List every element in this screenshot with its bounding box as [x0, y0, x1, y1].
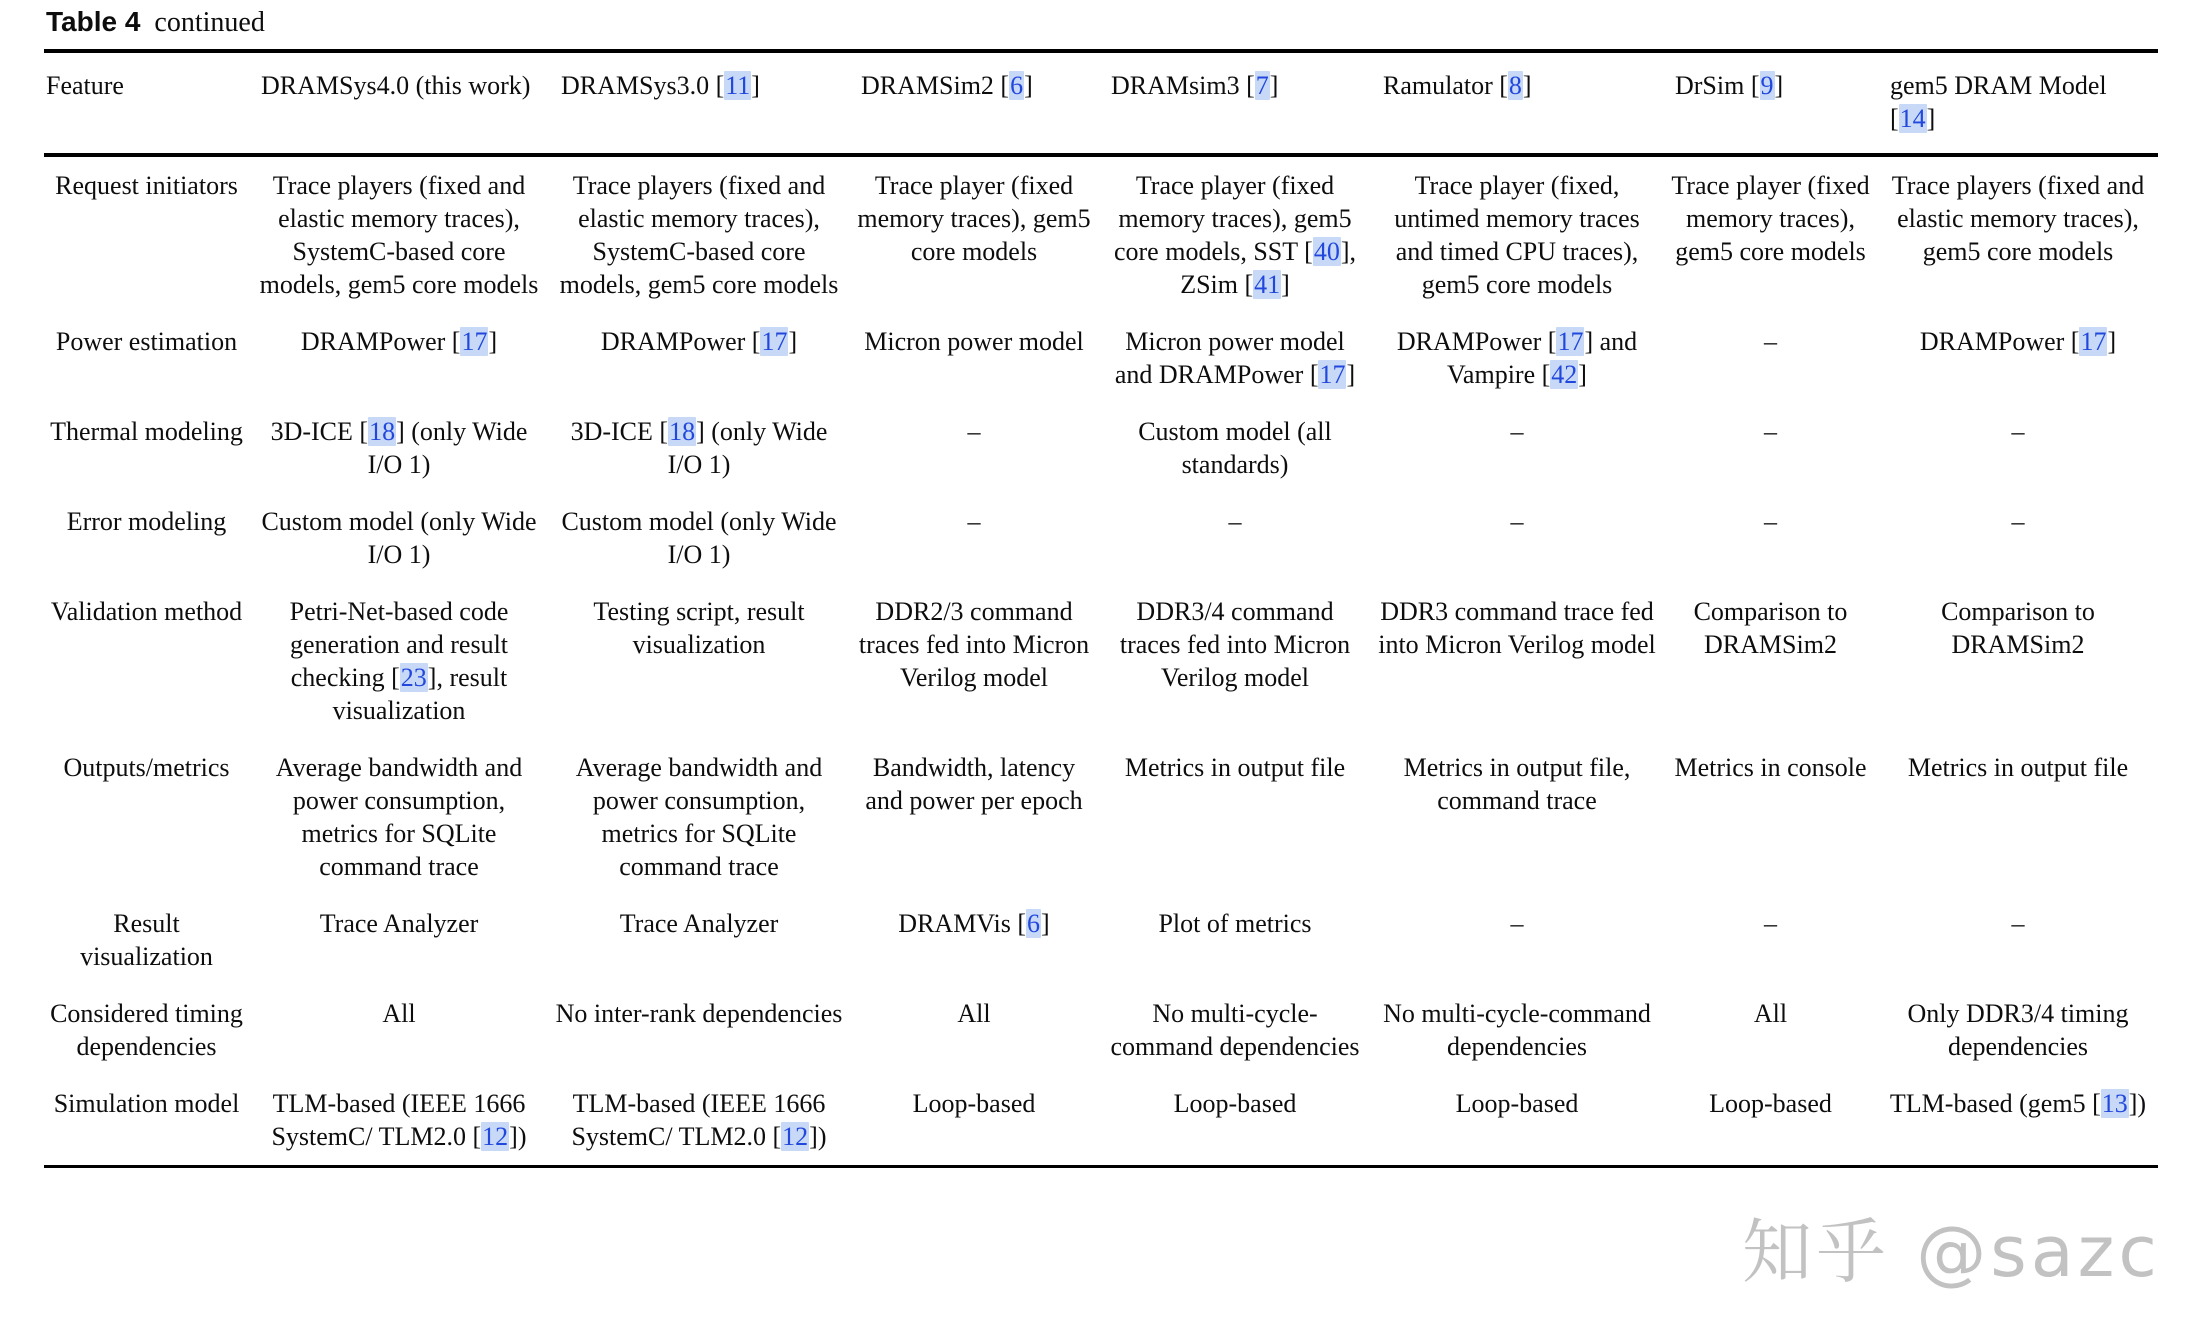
data-cell: Custom model (only Wide I/O 1) — [261, 507, 537, 569]
data-cell: – — [967, 507, 981, 536]
citation-link[interactable]: 13 — [2101, 1089, 2128, 1118]
data-cell: – — [1228, 507, 1242, 536]
citation-link[interactable]: 17 — [1557, 327, 1584, 356]
feature-cell: Power estimation — [55, 327, 238, 356]
data-cell: No multi-cycle-command dependencies — [1383, 999, 1651, 1061]
data-cell: – — [1510, 417, 1524, 446]
feature-cell: Result visualization — [80, 909, 213, 971]
data-cell: Average bandwidth and power consumption, metrics for SQLite command trace — [575, 753, 823, 881]
table-caption-label: Table 4 — [46, 6, 141, 37]
data-cell: DRAMVis [6] — [898, 909, 1050, 938]
data-cell: Loop-based — [912, 1089, 1036, 1118]
table-row — [44, 155, 2158, 313]
data-cell: Micron power model and DRAMPower [17] — [1114, 327, 1356, 389]
data-cell: DDR3 command trace fed into Micron Verilog model — [1378, 597, 1656, 659]
table-caption — [46, 6, 2152, 39]
data-cell: DRAMPower [17] and Vampire [42] — [1396, 327, 1638, 389]
data-cell: All — [382, 999, 416, 1028]
data-cell: – — [1764, 327, 1777, 356]
data-cell: Trace player (fixed memory traces), gem5 core models, SST [40], ZSim [41] — [1113, 171, 1356, 299]
citation-link[interactable]: 17 — [461, 327, 488, 356]
feature-cell: Validation method — [50, 597, 243, 626]
site-watermark: 知乎 @sazc — [1742, 1211, 2161, 1293]
data-cell: Metrics in console — [1674, 753, 1867, 782]
data-cell: DDR3/4 command traces fed into Micron Verilog model — [1119, 597, 1351, 692]
data-cell: 3D-ICE [18] (only Wide I/O 1) — [270, 417, 528, 479]
data-cell: Only DDR3/4 timing dependencies — [1907, 999, 2129, 1061]
citation-link[interactable]: 41 — [1254, 270, 1281, 299]
citation-link[interactable]: 18 — [369, 417, 396, 446]
data-cell: Trace Analyzer — [319, 909, 479, 938]
table-header — [44, 51, 2158, 155]
data-cell: Comparison to DRAMSim2 — [1941, 597, 2095, 659]
header-row — [44, 51, 2158, 155]
table-row — [44, 985, 2158, 1075]
data-cell: Plot of metrics — [1158, 909, 1312, 938]
data-cell: DRAMPower [17] — [300, 327, 498, 356]
citation-link[interactable]: 17 — [761, 327, 788, 356]
feature-cell: Error modeling — [66, 507, 227, 536]
data-cell: TLM-based (IEEE 1666 SystemC/ TLM2.0 [12]) — [271, 1089, 527, 1151]
column-header: DRAMsim3 [7] — [1099, 51, 1371, 155]
data-cell: Trace players (fixed and elastic memory traces), SystemC-based core models, gem5 core models — [559, 171, 839, 299]
table-caption-suffix: continued — [154, 7, 265, 38]
data-cell: Testing script, result visualization — [593, 597, 805, 659]
data-cell: Loop-based — [1455, 1089, 1579, 1118]
data-cell: DRAMPower [17] — [600, 327, 798, 356]
table-row — [44, 313, 2158, 403]
table-row — [44, 403, 2158, 493]
citation-link[interactable]: 11 — [725, 71, 751, 100]
data-cell: TLM-based (gem5 [13]) — [1889, 1089, 2147, 1118]
citation-link[interactable]: 18 — [669, 417, 696, 446]
data-cell: – — [2011, 417, 2025, 446]
data-cell: Average bandwidth and power consumption, metrics for SQLite command trace — [275, 753, 523, 881]
table-row — [44, 583, 2158, 739]
table-body — [44, 155, 2158, 1167]
data-cell: – — [2011, 909, 2025, 938]
data-cell: Trace players (fixed and elastic memory traces), SystemC-based core models, gem5 core models — [259, 171, 539, 299]
data-cell: DRAMPower [17] — [1919, 327, 2117, 356]
data-cell: Metrics in output file — [1124, 753, 1346, 782]
data-cell: – — [1764, 417, 1777, 446]
comparison-table — [44, 49, 2158, 1168]
table-row — [44, 739, 2158, 895]
data-cell: – — [2011, 507, 2025, 536]
data-cell: No inter-rank dependencies — [555, 999, 843, 1028]
data-cell: 3D-ICE [18] (only Wide I/O 1) — [570, 417, 828, 479]
citation-link[interactable]: 6 — [1010, 71, 1024, 100]
citation-link[interactable]: 17 — [1319, 360, 1346, 389]
table-row — [44, 493, 2158, 583]
data-cell: – — [1510, 507, 1524, 536]
column-header: DRAMSys4.0 (this work) — [249, 51, 549, 155]
citation-link[interactable]: 9 — [1760, 71, 1774, 100]
feature-cell: Outputs/metrics — [63, 753, 230, 782]
data-cell: Trace player (fixed memory traces), gem5 core models — [1671, 171, 1870, 266]
data-cell: Trace player (fixed, untimed memory traces and timed CPU traces), gem5 core models — [1394, 171, 1640, 299]
data-cell: TLM-based (IEEE 1666 SystemC/ TLM2.0 [12]) — [571, 1089, 827, 1151]
data-cell: Bandwidth, latency and power per epoch — [865, 753, 1083, 815]
citation-link[interactable]: 40 — [1313, 237, 1340, 266]
citation-link[interactable]: 23 — [400, 663, 427, 692]
citation-link[interactable]: 17 — [2080, 327, 2107, 356]
data-cell: – — [1510, 909, 1524, 938]
table-row — [44, 895, 2158, 985]
citation-link[interactable]: 12 — [782, 1122, 809, 1151]
data-cell: Trace players (fixed and elastic memory traces), gem5 core models — [1891, 171, 2145, 266]
data-cell: Comparison to DRAMSim2 — [1693, 597, 1848, 659]
data-cell: Custom model (all standards) — [1138, 417, 1332, 479]
citation-link[interactable]: 7 — [1255, 71, 1269, 100]
data-cell: – — [967, 417, 981, 446]
data-cell: – — [1764, 909, 1777, 938]
data-cell: Trace Analyzer — [619, 909, 779, 938]
data-cell: Petri-Net-based code generation and result checking [23], result visualization — [289, 597, 509, 725]
table-row — [44, 1075, 2158, 1167]
data-cell: Loop-based — [1173, 1089, 1297, 1118]
data-cell: Loop-based — [1709, 1089, 1832, 1118]
data-cell: Metrics in output file, command trace — [1403, 753, 1631, 815]
column-header-feature: Feature — [44, 51, 249, 155]
data-cell: No multi-cycle-command dependencies — [1110, 999, 1360, 1061]
column-header: DrSim [9] — [1663, 51, 1878, 155]
data-cell: Metrics in output file — [1907, 753, 2129, 782]
citation-link[interactable]: 8 — [1508, 71, 1522, 100]
feature-cell: Considered timing dependencies — [50, 999, 243, 1061]
citation-link[interactable]: 6 — [1027, 909, 1041, 938]
data-cell: All — [957, 999, 991, 1028]
citation-link[interactable]: 42 — [1551, 360, 1578, 389]
feature-cell: Request initiators — [55, 171, 238, 200]
column-header: DRAMSys3.0 [11] — [549, 51, 849, 155]
data-cell: All — [1753, 999, 1788, 1028]
citation-link[interactable]: 14 — [1899, 104, 1926, 133]
data-cell: – — [1764, 507, 1777, 536]
data-cell: Micron power model — [864, 327, 1084, 356]
data-cell: DDR2/3 command traces fed into Micron Verilog model — [858, 597, 1090, 692]
data-cell: Custom model (only Wide I/O 1) — [561, 507, 837, 569]
feature-cell: Thermal modeling — [50, 417, 243, 446]
feature-cell: Simulation model — [53, 1089, 240, 1118]
citation-link[interactable]: 12 — [482, 1122, 509, 1151]
column-header: Ramulator [8] — [1371, 51, 1663, 155]
column-header: DRAMSim2 [6] — [849, 51, 1099, 155]
data-cell: Trace player (fixed memory traces), gem5 core models — [857, 171, 1091, 266]
column-header: gem5 DRAM Model [14] — [1878, 51, 2158, 155]
